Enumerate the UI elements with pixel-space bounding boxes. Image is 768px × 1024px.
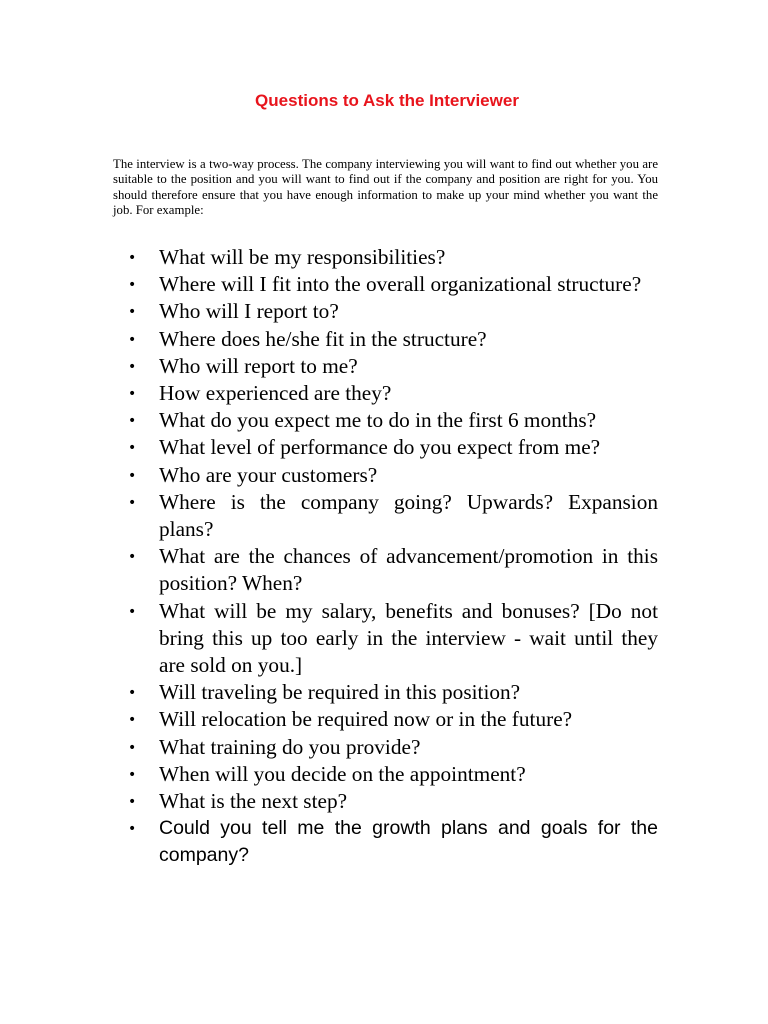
question-item [128,679,658,706]
question-item [128,761,658,788]
bullet-icon: • [128,549,137,566]
bullet-icon: • [128,603,137,620]
question-item [128,326,658,353]
question-text: What is the next step? [159,789,348,814]
question-item [128,543,658,597]
bullet-icon: • [128,413,137,430]
question-item [128,244,658,271]
bullet-icon: • [128,712,137,729]
bullet-icon: • [128,494,137,511]
question-text: Who are your customers? [159,462,378,487]
question-text: Where will I fit into the overall organizational structure? [159,272,642,297]
question-text: What level of performance do you expect from me? [159,435,601,460]
question-item [128,434,658,461]
question-text: Will traveling be required in this position? [159,680,521,705]
question-text: What do you expect me to do in the first 6 months? [159,408,597,433]
question-text: Where is the company going? Upwards? Expansion plans? [159,489,658,542]
question-item [128,706,658,733]
question-item [128,407,658,434]
question-item [128,489,658,543]
question-text: Who will report to me? [159,353,358,378]
question-item [128,815,658,869]
question-text: Will relocation be required now or in the future? [159,707,573,732]
question-item [128,734,658,761]
question-text: What are the chances of advancement/promotion in this position? When? [159,544,658,596]
question-item [128,298,658,325]
bullet-icon: • [128,766,137,783]
bullet-icon: • [128,467,137,484]
bullet-icon: • [128,739,137,756]
intro-paragraph: The interview is a two-way process. The company interviewing you will want to find out whether you are suitable to the position and you will want to find out if the company and position are right for you. You should therefore ensure that you have enough information to make up your mind whether you want the job. For example: [113,157,658,217]
question-list [128,244,658,870]
bullet-icon: • [128,304,137,321]
bullet-icon: • [128,440,137,457]
bullet-icon: • [128,685,137,702]
question-item [128,380,658,407]
bullet-icon: • [128,386,137,403]
bullet-icon: • [128,794,137,811]
bullet-icon: • [128,277,137,294]
question-text: What will be my salary, benefits and bonuses? [Do not bring this up too early in the interview - wait until they are sold on you.] [159,598,658,678]
question-item [128,271,658,298]
question-item [128,598,658,680]
question-text: What will be my responsibilities? [159,245,446,269]
question-item [128,788,658,815]
question-text: How experienced are they? [159,381,392,406]
question-item [128,462,658,489]
question-text: When will you decide on the appointment? [159,761,526,786]
page-title: Questions to Ask the Interviewer [255,91,519,110]
question-text: Who will I report to? [159,299,339,324]
question-text: Could you tell me the growth plans and goals for the company? [159,817,658,867]
question-item [128,353,658,380]
bullet-icon: • [128,358,137,375]
bullet-icon: • [128,331,137,348]
bullet-icon: • [128,250,137,266]
question-text: What training do you provide? [159,734,421,759]
question-text: Where does he/she fit in the structure? [159,326,487,351]
bullet-icon: • [128,821,137,838]
